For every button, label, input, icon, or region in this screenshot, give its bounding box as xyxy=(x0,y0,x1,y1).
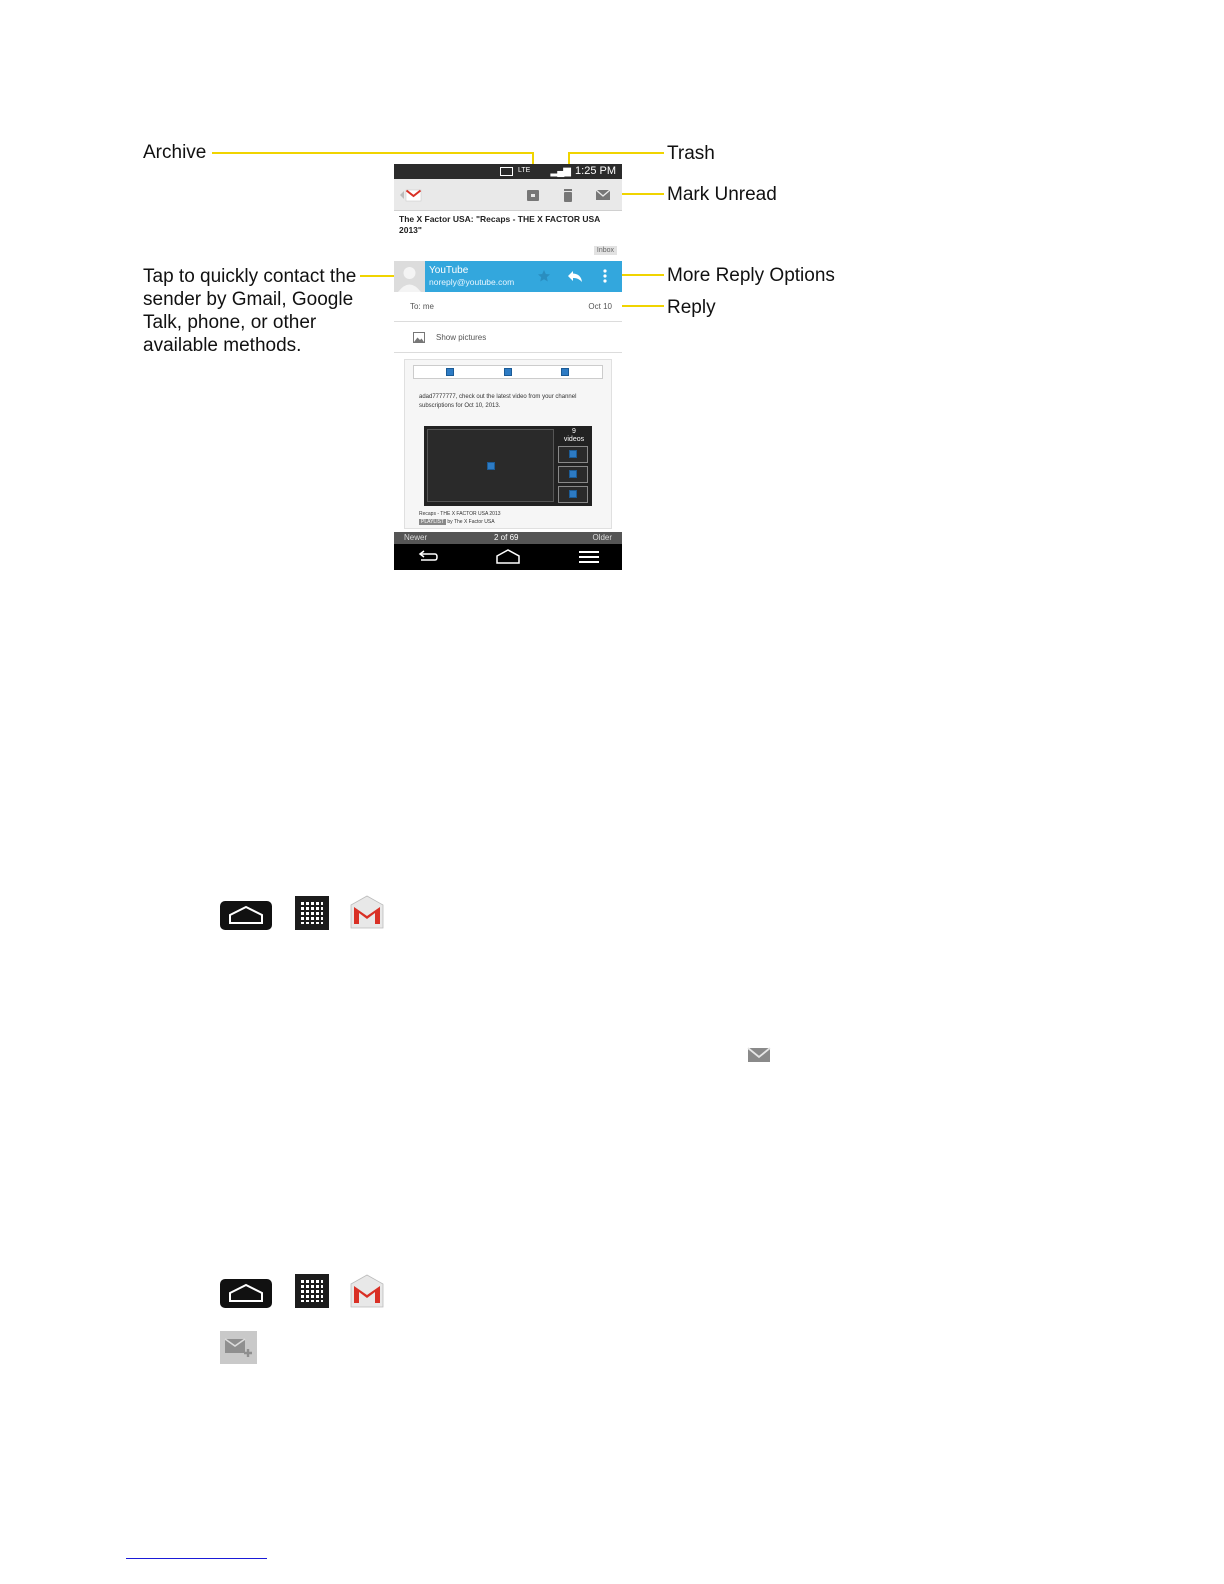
footer-link-rule xyxy=(126,1558,267,1559)
image-placeholder-icon xyxy=(504,368,512,376)
sender-email: noreply@youtube.com xyxy=(429,277,515,287)
home-key-icon xyxy=(220,901,272,930)
callout-mark-unread: Mark Unread xyxy=(667,184,777,205)
video-side-thumbnail[interactable] xyxy=(558,466,588,483)
action-bar xyxy=(394,179,622,211)
video-caption-title: Recaps - THE X FACTOR USA 2013 xyxy=(419,511,501,517)
status-time: 1:25 PM xyxy=(575,165,616,177)
home-key-icon xyxy=(220,1279,272,1308)
email-body xyxy=(404,359,612,529)
apps-grid-icon xyxy=(295,896,329,930)
video-thumbnail[interactable] xyxy=(427,429,554,502)
status-bar xyxy=(394,164,622,179)
picture-icon xyxy=(413,332,425,343)
image-placeholder-icon xyxy=(561,368,569,376)
sim-icon xyxy=(500,167,513,176)
recipient-text: To: me xyxy=(410,302,435,311)
navigation-bar xyxy=(394,544,622,570)
contact-icon xyxy=(394,261,425,292)
signal-icon: ▂▄▆ xyxy=(550,166,570,177)
image-placeholder-icon xyxy=(569,470,577,478)
trash-callout-line xyxy=(568,152,664,154)
video-count-number: 9 xyxy=(572,428,576,435)
pager-position: 2 of 69 xyxy=(494,533,519,542)
image-placeholder-icon xyxy=(569,490,577,498)
callout-more-reply-options: More Reply Options xyxy=(667,265,835,286)
video-side-thumbnail[interactable] xyxy=(558,486,588,503)
pager-older[interactable]: Older xyxy=(592,533,612,542)
trash-icon[interactable] xyxy=(560,187,576,203)
image-placeholder-strip xyxy=(413,365,603,379)
sender-name: YouTube xyxy=(429,265,469,276)
gmail-icon xyxy=(350,895,384,929)
back-icon[interactable] xyxy=(417,550,439,564)
callout-archive: Archive xyxy=(143,142,207,163)
callout-trash: Trash xyxy=(667,143,715,164)
mark-unread-icon[interactable] xyxy=(595,187,611,203)
contact-callout-line xyxy=(360,275,398,277)
email-body-text: adad7777777, check out the latest video from your channel subscriptions for Oct 10, 2013. xyxy=(419,394,577,409)
recipient-row[interactable] xyxy=(394,292,622,322)
video-count-label: videos xyxy=(563,436,585,443)
gmail-back-icon[interactable] xyxy=(398,186,422,204)
video-caption xyxy=(419,510,501,526)
image-placeholder-icon xyxy=(487,462,495,470)
show-pictures-row[interactable] xyxy=(394,323,622,353)
video-playlist-box[interactable] xyxy=(424,426,592,506)
label-tag[interactable]: Inbox xyxy=(594,246,617,255)
gmail-icon xyxy=(350,1274,384,1308)
image-placeholder-icon xyxy=(446,368,454,376)
sender-avatar[interactable] xyxy=(394,261,425,292)
email-subject: The X Factor USA: "Recaps - THE X FACTOR USA 2013" xyxy=(399,214,600,235)
home-icon[interactable] xyxy=(496,549,520,564)
sender-header xyxy=(394,261,622,292)
pager-newer[interactable]: Newer xyxy=(404,533,428,542)
video-count xyxy=(558,428,590,444)
playlist-tag: PLAYLIST xyxy=(421,519,444,525)
apps-grid-icon xyxy=(295,1274,329,1308)
compose-icon xyxy=(220,1331,257,1369)
video-caption-author: by The X Factor USA xyxy=(447,519,495,525)
reply-icon[interactable] xyxy=(567,269,583,283)
phone-screenshot xyxy=(394,164,622,570)
more-options-icon[interactable] xyxy=(602,268,608,284)
show-pictures-text: Show pictures xyxy=(436,333,487,342)
callout-contact-sender: Tap to quickly contact the sender by Gmail, Google Talk, phone, or other available methods. xyxy=(143,266,357,356)
star-icon[interactable] xyxy=(537,269,551,283)
pager-bar xyxy=(394,532,622,544)
archive-callout-line xyxy=(212,152,534,154)
network-type: LTE xyxy=(518,167,531,174)
video-side-thumbnail[interactable] xyxy=(558,446,588,463)
callout-reply: Reply xyxy=(667,297,716,318)
menu-icon[interactable] xyxy=(579,551,599,563)
archive-icon[interactable] xyxy=(525,187,541,203)
image-placeholder-icon xyxy=(569,450,577,458)
mark-unread-icon xyxy=(747,1046,771,1069)
email-date: Oct 10 xyxy=(588,302,612,311)
